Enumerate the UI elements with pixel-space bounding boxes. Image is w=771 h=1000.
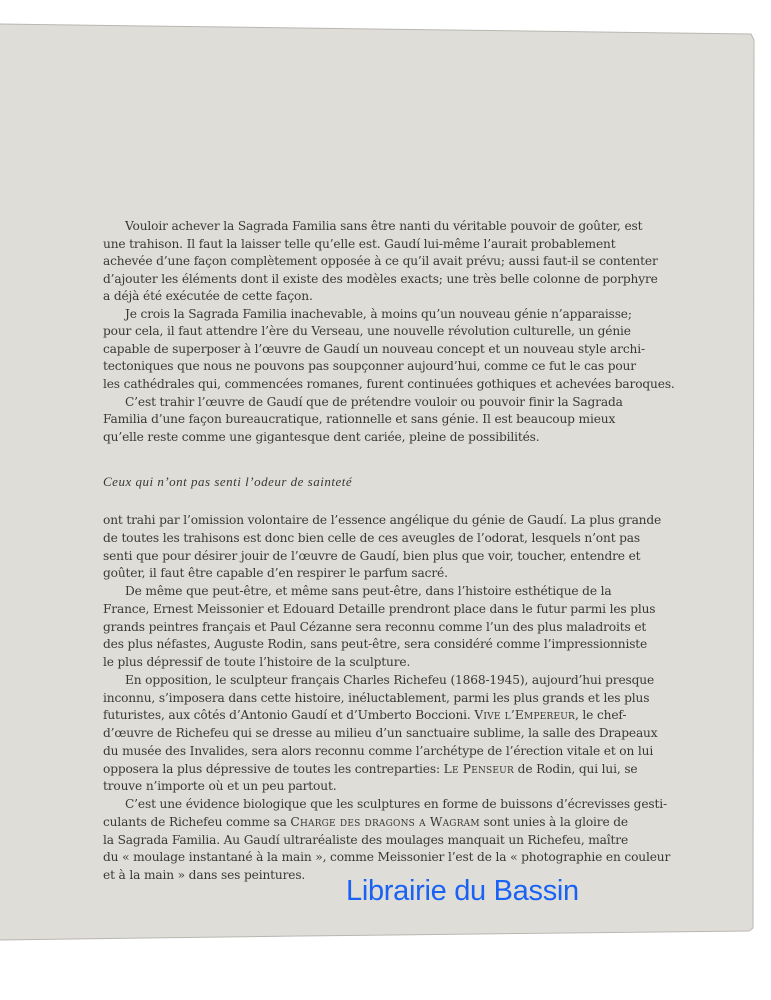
artwork-title: Vive l’Empereur <box>474 708 575 723</box>
text-segment: pour cela, il faut attendre l’ère du Verseau, une nouvelle révolution culturelle, un génie <box>103 324 631 339</box>
text-segment: futuristes, aux côtés d’Antonio Gaudí et d’Umberto Boccioni. <box>103 708 475 723</box>
text-line <box>103 619 647 636</box>
text-segment: capable de superposer à l’œuvre de Gaudí un nouveau concept et un nouveau style archi- <box>103 341 645 356</box>
text-line <box>103 832 629 849</box>
text-segment: Vouloir achever la Sagrada Familia sans être nanti du véritable pouvoir de goûter, est <box>125 219 643 233</box>
text-line <box>103 512 662 529</box>
text-line <box>103 376 675 393</box>
text-segment: De même que peut-être, et même sans peut-être, dans l’histoire esthétique de la <box>125 584 612 598</box>
text-segment: culants de Richefeu comme sa <box>103 814 291 829</box>
text-segment: En opposition, le sculpteur français Charles Richefeu (1868-1945), aujourd’hui presque <box>125 672 655 687</box>
text-line <box>103 288 610 305</box>
text-segment: les cathédrales qui, commencées romanes, furent continuées gothiques et achevées baroques. <box>103 376 675 391</box>
text-segment: la Sagrada Familia. Au Gaudí ultraréaliste des moulages manquait un Richefeu, maître <box>103 832 629 847</box>
text-segment: tectoniques que nous ne pouvons pas soupçonner aujourd’hui, comme ce fut le cas pour <box>103 359 636 374</box>
text-line <box>103 306 632 323</box>
text-line <box>103 429 610 446</box>
text-line <box>103 654 610 671</box>
text-line <box>103 323 631 340</box>
text-line <box>103 236 616 253</box>
text-segment: France, Ernest Meissonier et Edouard Detaille prendront place dans le futur parmi les plus <box>103 601 656 616</box>
artwork-title: Charge des dragons a Wagram <box>290 814 480 829</box>
text-segment: sont unies à la gloire de <box>479 814 628 829</box>
text-line <box>103 548 641 565</box>
text-line <box>103 707 627 724</box>
text-segment: grands peintres français et Paul Cézanne sera reconnu comme l’un des plus maladroits et <box>103 619 647 634</box>
text-segment: et à la main » dans ses peintures. <box>103 868 306 882</box>
section-heading: Ceux qui n’ont pas senti l’odeur de sainteté <box>103 474 353 489</box>
text-segment: a déjà été exécutée de cette façon. <box>103 289 313 304</box>
text-segment: achevée d’une façon complètement opposée à ce qu’il avait prévu; aussi faut-il se contenter <box>103 254 658 269</box>
text-line <box>103 690 650 707</box>
text-segment: inconnu, s’imposera dans cette histoire, inéluctablement, parmi les plus grands et les plus <box>103 690 650 705</box>
text-segment: du musée des Invalides, sera alors reconnu comme l’archétype de l’érection vitale et on lui <box>103 743 654 758</box>
text-segment: le plus dépressif de toute l’histoire de la sculpture. <box>103 655 411 669</box>
text-line <box>103 253 658 270</box>
text-segment: de toutes les trahisons est donc bien celle de ces aveugles de l’odorat, lesquels n’ont pas <box>103 530 641 545</box>
text-line <box>103 411 616 428</box>
text-line <box>103 743 654 760</box>
text-segment: Familia d’une façon bureaucratique, rationnelle et sans génie. Il est beaucoup mieux <box>103 412 616 427</box>
text-line <box>103 394 623 411</box>
text-line <box>103 530 641 547</box>
text-line <box>103 814 628 831</box>
text-segment: senti que pour désirer jouir de l’œuvre de Gaudí, bien plus que voir, toucher, entendre et <box>103 548 641 563</box>
text-segment: C’est trahir l’œuvre de Gaudí que de prétendre vouloir ou pouvoir finir la Sagrada <box>125 394 623 409</box>
text-line <box>103 796 667 813</box>
text-line <box>103 583 610 600</box>
text-line <box>103 761 638 778</box>
text-line <box>103 849 671 866</box>
text-line <box>103 778 610 795</box>
text-segment: d’œuvre de Richefeu qui se dresse au milieu d’un sanctuaire sublime, la salle des Drapeaux <box>103 726 658 740</box>
text-segment: trouve n’importe où et un peu partout. <box>103 779 337 794</box>
text-line <box>103 636 648 653</box>
text-segment: ont trahi par l’omission volontaire de l’essence angélique du génie de Gaudí. La plus grande <box>103 513 662 527</box>
text-segment: qu’elle reste comme une gigantesque dent cariée, pleine de possibilités. <box>103 429 540 444</box>
text-line <box>103 672 655 689</box>
text-line <box>103 601 656 618</box>
text-segment: d’ajouter les éléments dont il existe des modèles exacts; une très belle colonne de porphyre <box>103 271 658 286</box>
text-line <box>103 271 658 288</box>
text-segment: Je crois la Sagrada Familia inachevable, à moins qu’un nouveau génie n’apparaisse; <box>125 306 632 321</box>
text-segment: opposera la plus dépressive de toutes les contreparties: <box>103 761 444 776</box>
text-line <box>103 565 610 582</box>
text-segment: une trahison. Il faut la laisser telle qu’elle est. Gaudí lui-même l’aurait probablement <box>103 236 616 251</box>
text-segment: , le chef- <box>574 708 627 723</box>
text-line <box>103 341 645 358</box>
artwork-title: Le Penseur <box>443 761 514 776</box>
text-line <box>103 358 636 375</box>
text-segment: C’est une évidence biologique que les sculptures en forme de buissons d’écrevisses gesti- <box>125 797 667 811</box>
text-segment: de Rodin, qui lui, se <box>513 761 638 776</box>
text-segment: du « moulage instantané à la main », comme Meissonier l’est de la « photographie en couleur <box>103 850 671 865</box>
text-segment: des plus néfastes, Auguste Rodin, sans peut-être, sera considéré comme l’impressionniste <box>103 637 648 652</box>
text-line <box>103 725 658 742</box>
text-segment: goûter, il faut être capable d’en respirer le parfum sacré. <box>103 566 448 581</box>
text-line <box>103 218 643 235</box>
watermark-logo: Librairie du Bassin <box>346 875 579 907</box>
